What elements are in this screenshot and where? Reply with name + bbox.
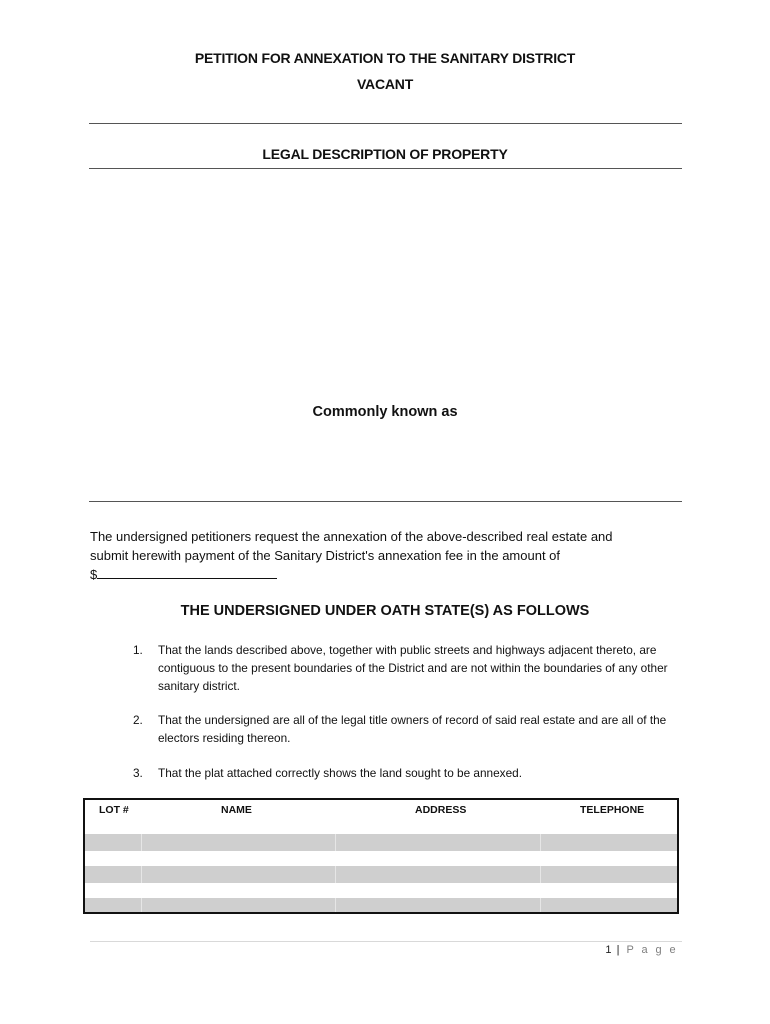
list-item-number: 3. <box>133 766 143 780</box>
document-subtitle: VACANT <box>356 76 414 92</box>
list-item-number: 1. <box>133 643 143 657</box>
column-header-lot: LOT # <box>99 804 129 816</box>
divider-before-request <box>89 501 682 502</box>
list-item-number: 2. <box>133 713 143 727</box>
request-line-1: The undersigned petitioners request the annexation of the above-described real estate and <box>90 529 613 544</box>
page-separator: | <box>616 944 622 956</box>
fee-amount-blank[interactable] <box>97 565 277 579</box>
commonly-known-as-label: Commonly known as <box>312 404 458 420</box>
list-item-text: That the lands described above, together with public streets and highways adjacent thereto, are contiguous to the present boundaries of the District and are not within the boundaries of any other sanitary district. <box>158 643 668 693</box>
divider-under-legal-heading <box>89 168 682 169</box>
list-item-text: That the plat attached correctly shows the land sought to be annexed. <box>158 766 522 780</box>
oath-heading: THE UNDERSIGNED UNDER OATH STATE(S) AS FOLLOWS <box>180 603 590 619</box>
table-header <box>85 800 677 819</box>
footer-divider <box>90 941 682 942</box>
page-number: 1 <box>605 944 612 956</box>
column-header-address: ADDRESS <box>415 804 467 816</box>
currency-symbol: $ <box>90 567 98 582</box>
page-word: P a g e <box>626 944 678 956</box>
table-row[interactable] <box>85 834 677 851</box>
legal-description-heading: LEGAL DESCRIPTION OF PROPERTY <box>262 146 508 162</box>
table-row[interactable] <box>85 866 677 883</box>
column-header-name: NAME <box>221 804 252 816</box>
divider-top <box>89 123 682 124</box>
request-line-2: submit herewith payment of the Sanitary District's annexation fee in the amount of <box>90 548 561 563</box>
fee-amount-line <box>90 565 690 584</box>
document-title: PETITION FOR ANNEXATION TO THE SANITARY DISTRICT <box>194 50 576 66</box>
request-paragraph <box>90 527 690 584</box>
table-row[interactable] <box>85 898 677 914</box>
petitioners-table <box>83 798 679 914</box>
column-header-telephone: TELEPHONE <box>580 804 645 816</box>
list-item-text: That the undersigned are all of the legal title owners of record of said real estate and are all of the electors residing thereon. <box>158 713 667 745</box>
page-footer <box>605 944 678 956</box>
